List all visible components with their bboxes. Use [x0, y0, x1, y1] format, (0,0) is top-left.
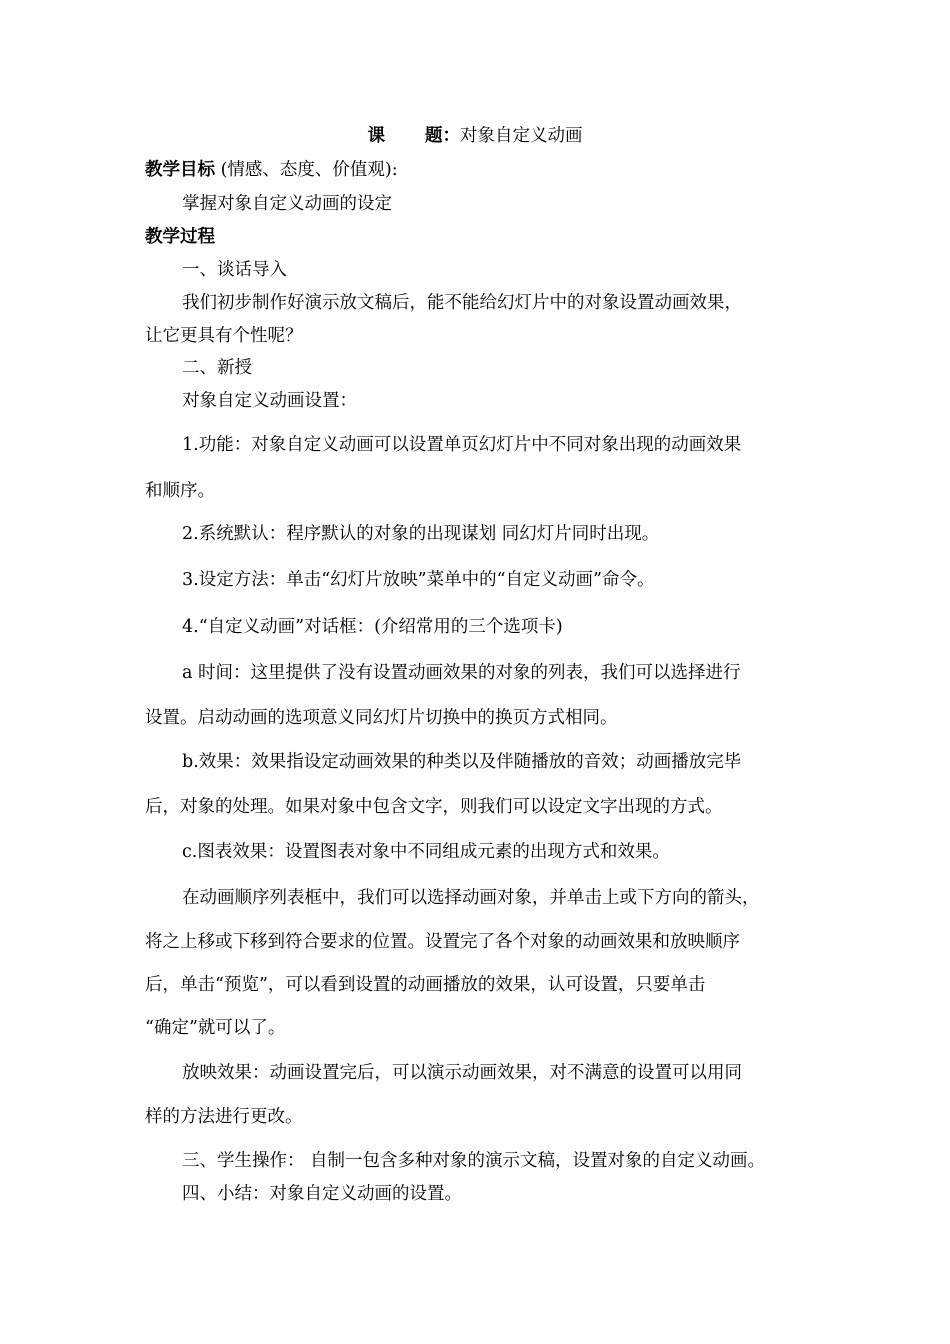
paragraph-line: 2.系统默认：程序默认的对象的出现谋划 同幻灯片同时出现。 — [182, 524, 660, 544]
goal-heading — [145, 159, 398, 181]
paragraph-line: 后，单击“预览”，可以看到设置的动画播放的效果，认可设置，只要单击 — [145, 975, 706, 995]
section-heading: 一、谈话导入 — [182, 260, 287, 280]
section-heading: 二、新授 — [182, 358, 252, 378]
paragraph-line: 和顺序。 — [145, 481, 215, 501]
paragraph-line: 让它更具有个性呢？ — [145, 326, 303, 346]
paragraph-line: c.图表效果：设置图表对象中不同组成元素的出现方式和效果。 — [182, 842, 670, 862]
paragraph-line: 3.设定方法：单击“幻灯片放映”菜单中的“自定义动画”命令。 — [182, 570, 655, 590]
paragraph-line: 放映效果：动画设置完后，可以演示动画效果，对不满意的设置可以用同 — [182, 1063, 742, 1083]
paragraph-line: 我们初步制作好演示放文稿后，能不能给幻灯片中的对象设置动画效果， — [182, 293, 742, 313]
title-label-part2: 题： — [425, 126, 460, 146]
paragraph-line: “确定”就可以了。 — [145, 1018, 286, 1038]
goal-heading-note: (情感、态度、价值观): — [215, 160, 398, 180]
paragraph-line: 将之上移或下移到符合要求的位置。设置完了各个对象的动画效果和放映顺序 — [145, 932, 740, 952]
paragraph-line: 4.“自定义动画”对话框：(介绍常用的三个选项卡) — [182, 617, 563, 637]
goal-heading-label: 教学目标 — [145, 160, 215, 180]
paragraph-line: 设置。启动动画的选项意义同幻灯片切换中的换页方式相同。 — [145, 708, 618, 728]
section-heading: 三、学生操作： 自制一包含多种对象的演示文稿，设置对象的自定义动画。 — [182, 1151, 766, 1171]
paragraph-line: 对象自定义动画设置： — [182, 391, 357, 411]
paragraph-line: 后，对象的处理。如果对象中包含文字，则我们可以设定文字出现的方式。 — [145, 797, 723, 817]
paragraph-line: 样的方法进行更改。 — [145, 1107, 303, 1127]
title-text: 对象自定义动画 — [460, 126, 583, 146]
paragraph-line: a 时间：这里提供了没有设置动画效果的对象的列表，我们可以选择进行 — [182, 663, 741, 683]
paragraph-line: b.效果：效果指设定动画效果的种类以及伴随播放的音效；动画播放完毕 — [182, 752, 742, 772]
lesson-title — [0, 125, 950, 147]
paragraph-line: 在动画顺序列表框中，我们可以选择动画对象，并单击上或下方向的箭头， — [182, 888, 760, 908]
goal-content: 掌握对象自定义动画的设定 — [182, 194, 392, 214]
section-heading: 四、小结：对象自定义动画的设置。 — [182, 1184, 462, 1204]
paragraph-line: 1.功能：对象自定义动画可以设置单页幻灯片中不同对象出现的动画效果 — [182, 435, 742, 455]
title-label-part1: 课 — [367, 126, 385, 146]
process-heading: 教学过程 — [145, 227, 215, 247]
